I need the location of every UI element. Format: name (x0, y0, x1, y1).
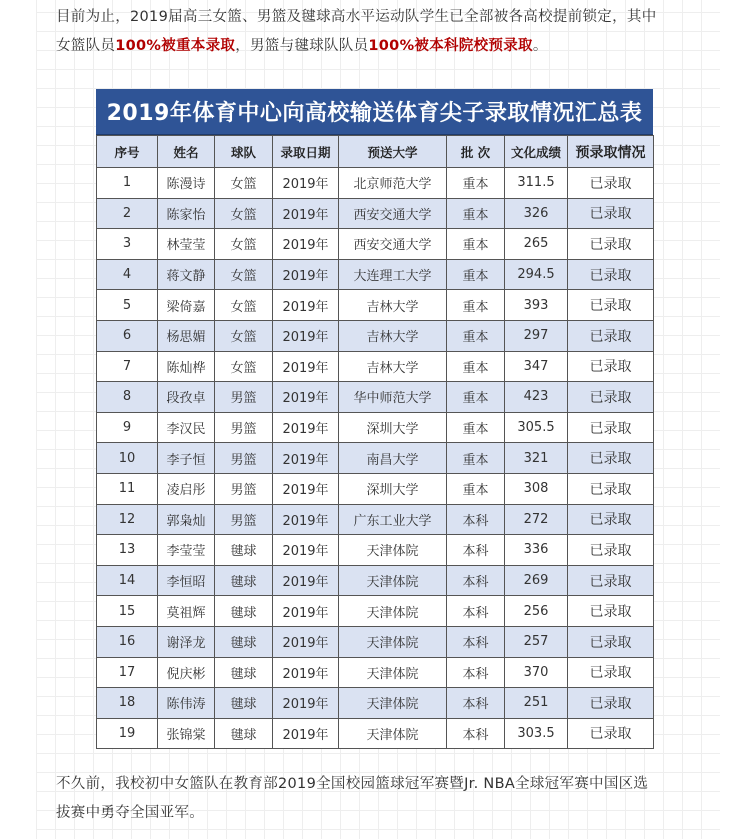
table-title: 2019年体育中心向高校输送体育尖子录取情况汇总表 (96, 89, 653, 135)
intro-line2-prefix: 女篮队员 (56, 38, 116, 54)
cell-col-index: 18 (97, 688, 158, 719)
table-row (97, 351, 654, 382)
cell-col-date: 2019年 (273, 382, 339, 413)
cell-col-university: 天津体院 (339, 626, 447, 657)
header-col-status: 预录取情况 (568, 136, 654, 168)
cell-col-index: 4 (97, 259, 158, 290)
cell-col-status: 已录取 (568, 382, 654, 413)
cell-col-team: 毽球 (215, 535, 273, 566)
table-row (97, 718, 654, 749)
cell-col-index: 17 (97, 657, 158, 688)
table-row (97, 259, 654, 290)
table-row (97, 320, 654, 351)
cell-col-index: 8 (97, 382, 158, 413)
cell-col-date: 2019年 (273, 351, 339, 382)
cell-col-status: 已录取 (568, 688, 654, 719)
header-col-team: 球队 (215, 136, 273, 168)
cell-col-name: 李莹莹 (158, 535, 215, 566)
cell-col-university: 天津体院 (339, 657, 447, 688)
table-body (97, 168, 654, 749)
cell-col-score: 305.5 (505, 412, 568, 443)
table-row (97, 626, 654, 657)
cell-col-score: 336 (505, 535, 568, 566)
cell-col-name: 倪庆彬 (158, 657, 215, 688)
cell-col-date: 2019年 (273, 412, 339, 443)
cell-col-team: 女篮 (215, 351, 273, 382)
cell-col-batch: 本科 (447, 626, 505, 657)
cell-col-status: 已录取 (568, 504, 654, 535)
cell-col-status: 已录取 (568, 596, 654, 627)
table-row (97, 382, 654, 413)
cell-col-name: 凌启彤 (158, 473, 215, 504)
cell-col-index: 10 (97, 443, 158, 474)
cell-col-index: 19 (97, 718, 158, 749)
cell-col-status: 已录取 (568, 473, 654, 504)
cell-col-team: 女篮 (215, 168, 273, 199)
cell-col-batch: 重本 (447, 443, 505, 474)
cell-col-batch: 本科 (447, 535, 505, 566)
cell-col-date: 2019年 (273, 535, 339, 566)
cell-col-score: 265 (505, 229, 568, 260)
cell-col-name: 杨思媚 (158, 320, 215, 351)
table-row (97, 565, 654, 596)
cell-col-score: 294.5 (505, 259, 568, 290)
cell-col-index: 16 (97, 626, 158, 657)
cell-col-team: 男篮 (215, 443, 273, 474)
cell-col-batch: 重本 (447, 412, 505, 443)
cell-col-university: 西安交通大学 (339, 229, 447, 260)
outro-paragraph (56, 770, 706, 828)
outro-line-1: 不久前，我校初中女篮队在教育部2019全国校园篮球冠军赛暨Jr. NBA全球冠军赛中国区选 (56, 776, 649, 792)
cell-col-date: 2019年 (273, 473, 339, 504)
cell-col-index: 14 (97, 565, 158, 596)
cell-col-batch: 重本 (447, 290, 505, 321)
cell-col-university: 华中师范大学 (339, 382, 447, 413)
cell-col-status: 已录取 (568, 657, 654, 688)
cell-col-university: 西安交通大学 (339, 198, 447, 229)
cell-col-university: 南昌大学 (339, 443, 447, 474)
cell-col-date: 2019年 (273, 718, 339, 749)
cell-col-university: 天津体院 (339, 596, 447, 627)
cell-col-university: 天津体院 (339, 718, 447, 749)
cell-col-name: 段孜卓 (158, 382, 215, 413)
cell-col-batch: 本科 (447, 565, 505, 596)
table-row (97, 473, 654, 504)
cell-col-date: 2019年 (273, 290, 339, 321)
cell-col-date: 2019年 (273, 168, 339, 199)
cell-col-index: 13 (97, 535, 158, 566)
cell-col-status: 已录取 (568, 290, 654, 321)
cell-col-index: 3 (97, 229, 158, 260)
cell-col-team: 男篮 (215, 504, 273, 535)
cell-col-status: 已录取 (568, 718, 654, 749)
highlight-zhongben: 100%被重本录取 (115, 38, 236, 54)
intro-line2-suffix: 。 (532, 38, 548, 54)
cell-col-university: 广东工业大学 (339, 504, 447, 535)
cell-col-date: 2019年 (273, 688, 339, 719)
cell-col-university: 天津体院 (339, 688, 447, 719)
header-col-university: 预送大学 (339, 136, 447, 168)
cell-col-date: 2019年 (273, 259, 339, 290)
header-col-batch: 批 次 (447, 136, 505, 168)
cell-col-team: 毽球 (215, 565, 273, 596)
table-row (97, 198, 654, 229)
header-col-date: 录取日期 (273, 136, 339, 168)
cell-col-university: 天津体院 (339, 565, 447, 596)
outro-line-2: 拔赛中勇夺全国亚军。 (56, 805, 204, 821)
cell-col-date: 2019年 (273, 443, 339, 474)
cell-col-batch: 重本 (447, 168, 505, 199)
cell-col-index: 7 (97, 351, 158, 382)
header-col-name: 姓名 (158, 136, 215, 168)
table-row (97, 504, 654, 535)
cell-col-name: 张锦棠 (158, 718, 215, 749)
cell-col-score: 297 (505, 320, 568, 351)
cell-col-score: 321 (505, 443, 568, 474)
cell-col-batch: 本科 (447, 504, 505, 535)
cell-col-batch: 重本 (447, 351, 505, 382)
cell-col-team: 男篮 (215, 473, 273, 504)
cell-col-index: 5 (97, 290, 158, 321)
cell-col-status: 已录取 (568, 320, 654, 351)
intro-line2-middle: ，男篮与毽球队队员 (235, 38, 369, 54)
cell-col-date: 2019年 (273, 320, 339, 351)
cell-col-university: 深圳大学 (339, 412, 447, 443)
cell-col-team: 毽球 (215, 688, 273, 719)
header-col-index: 序号 (97, 136, 158, 168)
cell-col-index: 11 (97, 473, 158, 504)
cell-col-team: 女篮 (215, 320, 273, 351)
cell-col-batch: 重本 (447, 198, 505, 229)
cell-col-status: 已录取 (568, 198, 654, 229)
cell-col-score: 393 (505, 290, 568, 321)
admission-table (96, 135, 654, 749)
cell-col-batch: 重本 (447, 320, 505, 351)
cell-col-status: 已录取 (568, 565, 654, 596)
cell-col-score: 257 (505, 626, 568, 657)
cell-col-score: 370 (505, 657, 568, 688)
cell-col-score: 269 (505, 565, 568, 596)
table-row (97, 443, 654, 474)
cell-col-university: 吉林大学 (339, 320, 447, 351)
cell-col-university: 吉林大学 (339, 351, 447, 382)
cell-col-status: 已录取 (568, 443, 654, 474)
cell-col-score: 308 (505, 473, 568, 504)
cell-col-name: 莫祖辉 (158, 596, 215, 627)
cell-col-index: 9 (97, 412, 158, 443)
cell-col-team: 毽球 (215, 657, 273, 688)
cell-col-index: 6 (97, 320, 158, 351)
cell-col-university: 大连理工大学 (339, 259, 447, 290)
cell-col-name: 陈伟涛 (158, 688, 215, 719)
cell-col-team: 毽球 (215, 718, 273, 749)
cell-col-team: 女篮 (215, 290, 273, 321)
cell-col-date: 2019年 (273, 198, 339, 229)
cell-col-score: 311.5 (505, 168, 568, 199)
table-row (97, 535, 654, 566)
intro-paragraph (56, 3, 706, 61)
intro-line-1: 目前为止，2019届高三女篮、男篮及毽球高水平运动队学生已全部被各高校提前锁定，其中 (56, 9, 657, 25)
cell-col-date: 2019年 (273, 565, 339, 596)
cell-col-score: 326 (505, 198, 568, 229)
cell-col-status: 已录取 (568, 351, 654, 382)
cell-col-university: 天津体院 (339, 535, 447, 566)
table-row (97, 657, 654, 688)
cell-col-score: 256 (505, 596, 568, 627)
cell-col-name: 谢泽龙 (158, 626, 215, 657)
cell-col-team: 男篮 (215, 382, 273, 413)
cell-col-team: 女篮 (215, 198, 273, 229)
cell-col-batch: 重本 (447, 473, 505, 504)
cell-col-batch: 重本 (447, 229, 505, 260)
cell-col-batch: 重本 (447, 259, 505, 290)
cell-col-name: 林莹莹 (158, 229, 215, 260)
cell-col-name: 李子恒 (158, 443, 215, 474)
cell-col-team: 毽球 (215, 596, 273, 627)
cell-col-date: 2019年 (273, 229, 339, 260)
cell-col-status: 已录取 (568, 412, 654, 443)
cell-col-status: 已录取 (568, 168, 654, 199)
table-row (97, 229, 654, 260)
cell-col-university: 北京师范大学 (339, 168, 447, 199)
cell-col-score: 347 (505, 351, 568, 382)
cell-col-batch: 本科 (447, 718, 505, 749)
admission-table-image (96, 89, 653, 749)
cell-col-name: 陈漫诗 (158, 168, 215, 199)
cell-col-batch: 重本 (447, 382, 505, 413)
cell-col-date: 2019年 (273, 596, 339, 627)
cell-col-date: 2019年 (273, 504, 339, 535)
cell-col-batch: 本科 (447, 596, 505, 627)
cell-col-name: 梁倚嘉 (158, 290, 215, 321)
cell-col-index: 15 (97, 596, 158, 627)
table-row (97, 168, 654, 199)
cell-col-university: 吉林大学 (339, 290, 447, 321)
table-row (97, 596, 654, 627)
cell-col-name: 蒋文静 (158, 259, 215, 290)
cell-col-index: 12 (97, 504, 158, 535)
cell-col-team: 毽球 (215, 626, 273, 657)
highlight-benke: 100%被本科院校预录取 (368, 38, 533, 54)
cell-col-score: 303.5 (505, 718, 568, 749)
cell-col-team: 男篮 (215, 412, 273, 443)
table-row (97, 290, 654, 321)
cell-col-status: 已录取 (568, 626, 654, 657)
cell-col-name: 郭枭灿 (158, 504, 215, 535)
cell-col-team: 女篮 (215, 259, 273, 290)
cell-col-name: 陈家怡 (158, 198, 215, 229)
cell-col-status: 已录取 (568, 229, 654, 260)
table-row (97, 688, 654, 719)
cell-col-index: 2 (97, 198, 158, 229)
cell-col-index: 1 (97, 168, 158, 199)
cell-col-status: 已录取 (568, 535, 654, 566)
cell-col-score: 272 (505, 504, 568, 535)
table-row (97, 412, 654, 443)
cell-col-name: 陈灿桦 (158, 351, 215, 382)
table-header-row (97, 136, 654, 168)
cell-col-date: 2019年 (273, 626, 339, 657)
header-col-score: 文化成绩 (505, 136, 568, 168)
cell-col-score: 423 (505, 382, 568, 413)
cell-col-batch: 本科 (447, 657, 505, 688)
cell-col-name: 李汉民 (158, 412, 215, 443)
cell-col-status: 已录取 (568, 259, 654, 290)
cell-col-university: 深圳大学 (339, 473, 447, 504)
intro-line-2 (56, 32, 706, 61)
cell-col-batch: 本科 (447, 688, 505, 719)
cell-col-team: 女篮 (215, 229, 273, 260)
cell-col-date: 2019年 (273, 657, 339, 688)
cell-col-name: 李恒昭 (158, 565, 215, 596)
cell-col-score: 251 (505, 688, 568, 719)
